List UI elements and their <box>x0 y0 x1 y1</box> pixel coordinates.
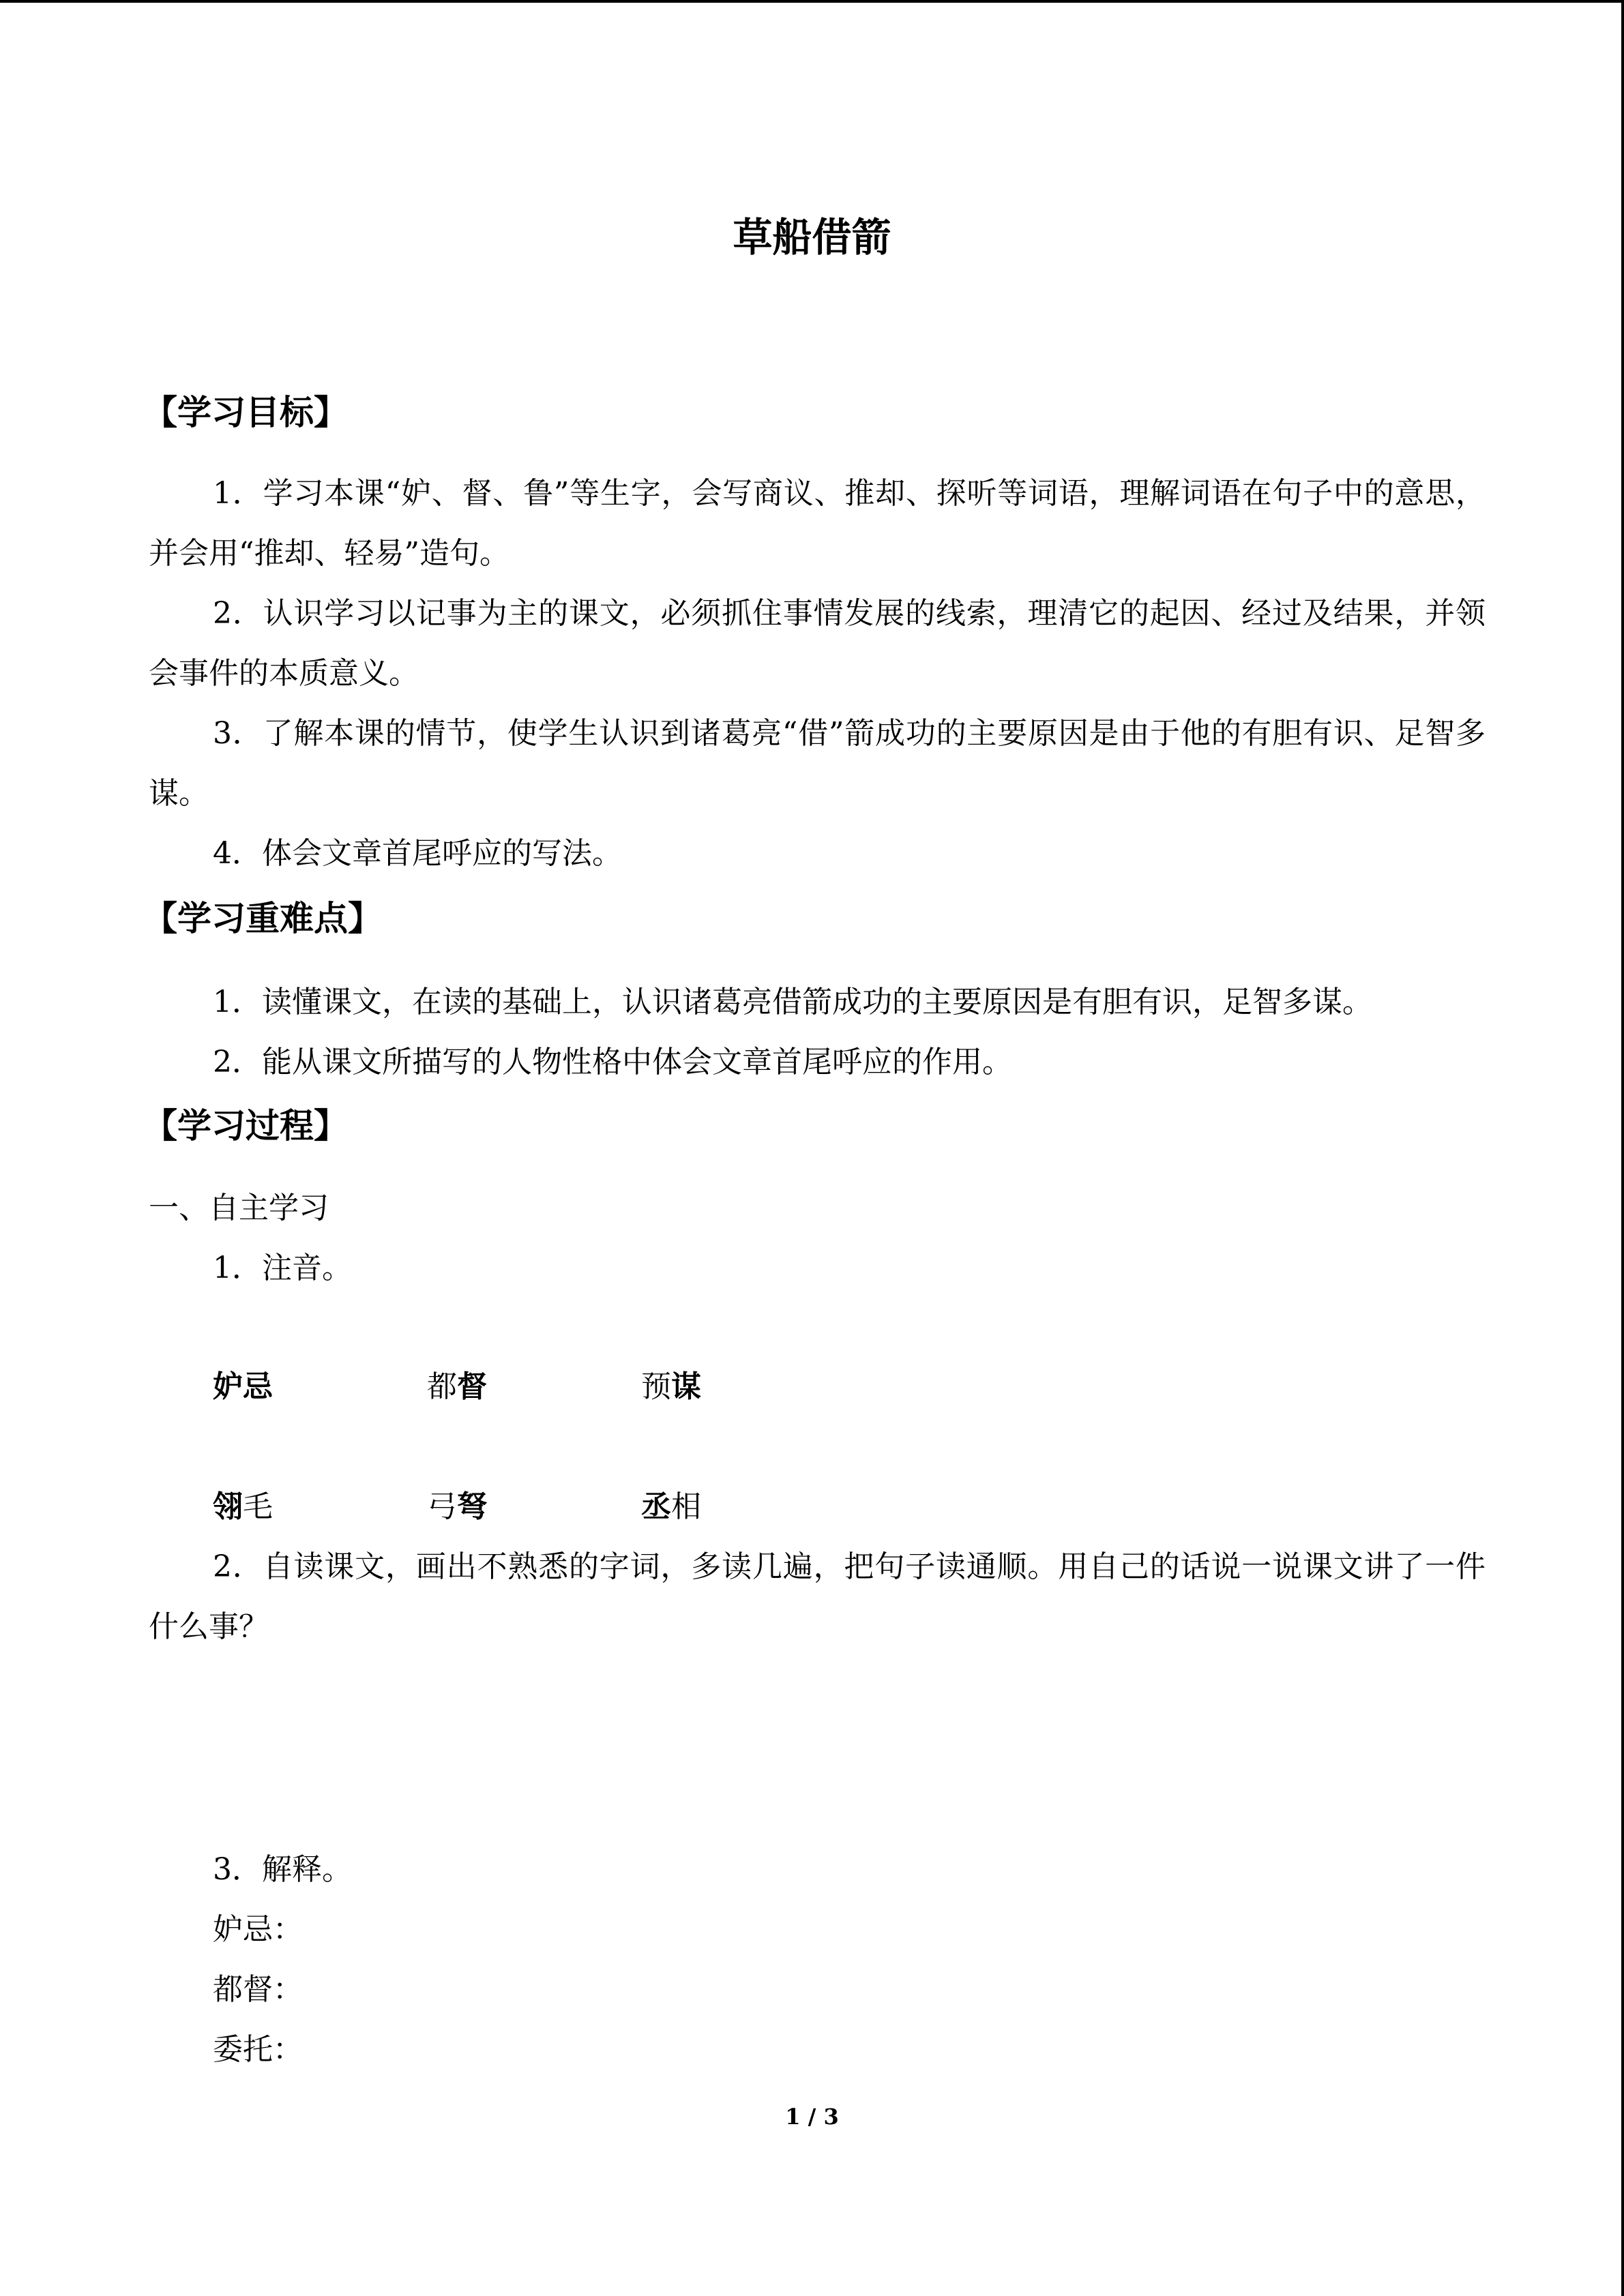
part1-title: 一、自主学习 <box>149 1191 329 1225</box>
pinyin-word-6-plain: 相 <box>671 1489 701 1524</box>
page-border-top <box>0 0 1624 3</box>
pinyin-word-2-bold: 督 <box>457 1369 487 1404</box>
page-number: 1 / 3 <box>785 2104 839 2130</box>
pinyin-word-3-plain: 预 <box>641 1369 671 1404</box>
pinyin-word-5 <box>427 1487 487 1527</box>
explain-item-2: 都督： <box>213 1972 303 2007</box>
pinyin-word-1 <box>213 1367 273 1407</box>
goal-item-1: 1．学习本课“妒、督、鲁”等生字，会写商议、推却、探听等词语，理解词语在句子中的意思，并会用“推却、轻易”造句。 <box>149 476 1486 571</box>
pinyin-word-4 <box>213 1487 273 1527</box>
pinyin-word-3 <box>641 1367 701 1407</box>
question-2: 2．自读课文，画出不熟悉的字词，多读几遍，把句子读通顺。用自己的话说一说课文讲了一件什么事？ <box>149 1549 1486 1644</box>
question-3: 3．解释。 <box>213 1852 352 1887</box>
explain-item-3: 委托： <box>213 2032 303 2067</box>
pinyin-word-5-plain: 弓 <box>427 1489 457 1524</box>
key-point-item-1: 1．读懂课文，在读的基础上，认识诸葛亮借箭成功的主要原因是有胆有识，足智多谋。 <box>213 985 1372 1019</box>
page-title: 草船借箭 <box>733 214 891 260</box>
pinyin-word-6-bold: 丞 <box>641 1489 671 1524</box>
section-heading-key-points: 【学习重难点】 <box>143 899 382 938</box>
pinyin-word-2 <box>427 1367 487 1407</box>
section-heading-process: 【学习过程】 <box>143 1106 348 1146</box>
goal-item-3: 3．了解本课的情节，使学生认识到诸葛亮“借”箭成功的主要原因是由于他的有胆有识、足智多谋。 <box>149 716 1486 811</box>
goal-item-2: 2．认识学习以记事为主的课文，必须抓住事情发展的线索，理清它的起因、经过及结果，并领会事件的本质意义。 <box>149 596 1486 691</box>
pinyin-word-2-plain: 都 <box>427 1369 457 1404</box>
section-heading-goals: 【学习目标】 <box>143 393 348 432</box>
pinyin-word-4-plain: 毛 <box>243 1489 273 1524</box>
pinyin-word-5-bold: 弩 <box>457 1489 487 1524</box>
explain-item-1: 妒忌： <box>213 1912 303 1947</box>
pinyin-word-6 <box>641 1487 701 1527</box>
pinyin-word-4-bold: 翎 <box>213 1489 243 1524</box>
question-1: 1．注音。 <box>213 1251 352 1285</box>
pinyin-word-3-bold: 谋 <box>671 1369 701 1404</box>
page-border-right <box>1621 0 1624 2296</box>
key-point-item-2: 2．能从课文所描写的人物性格中体会文章首尾呼应的作用。 <box>213 1045 1012 1079</box>
pinyin-word-1-bold: 妒忌 <box>213 1369 273 1404</box>
goal-item-4: 4．体会文章首尾呼应的写法。 <box>213 836 622 871</box>
